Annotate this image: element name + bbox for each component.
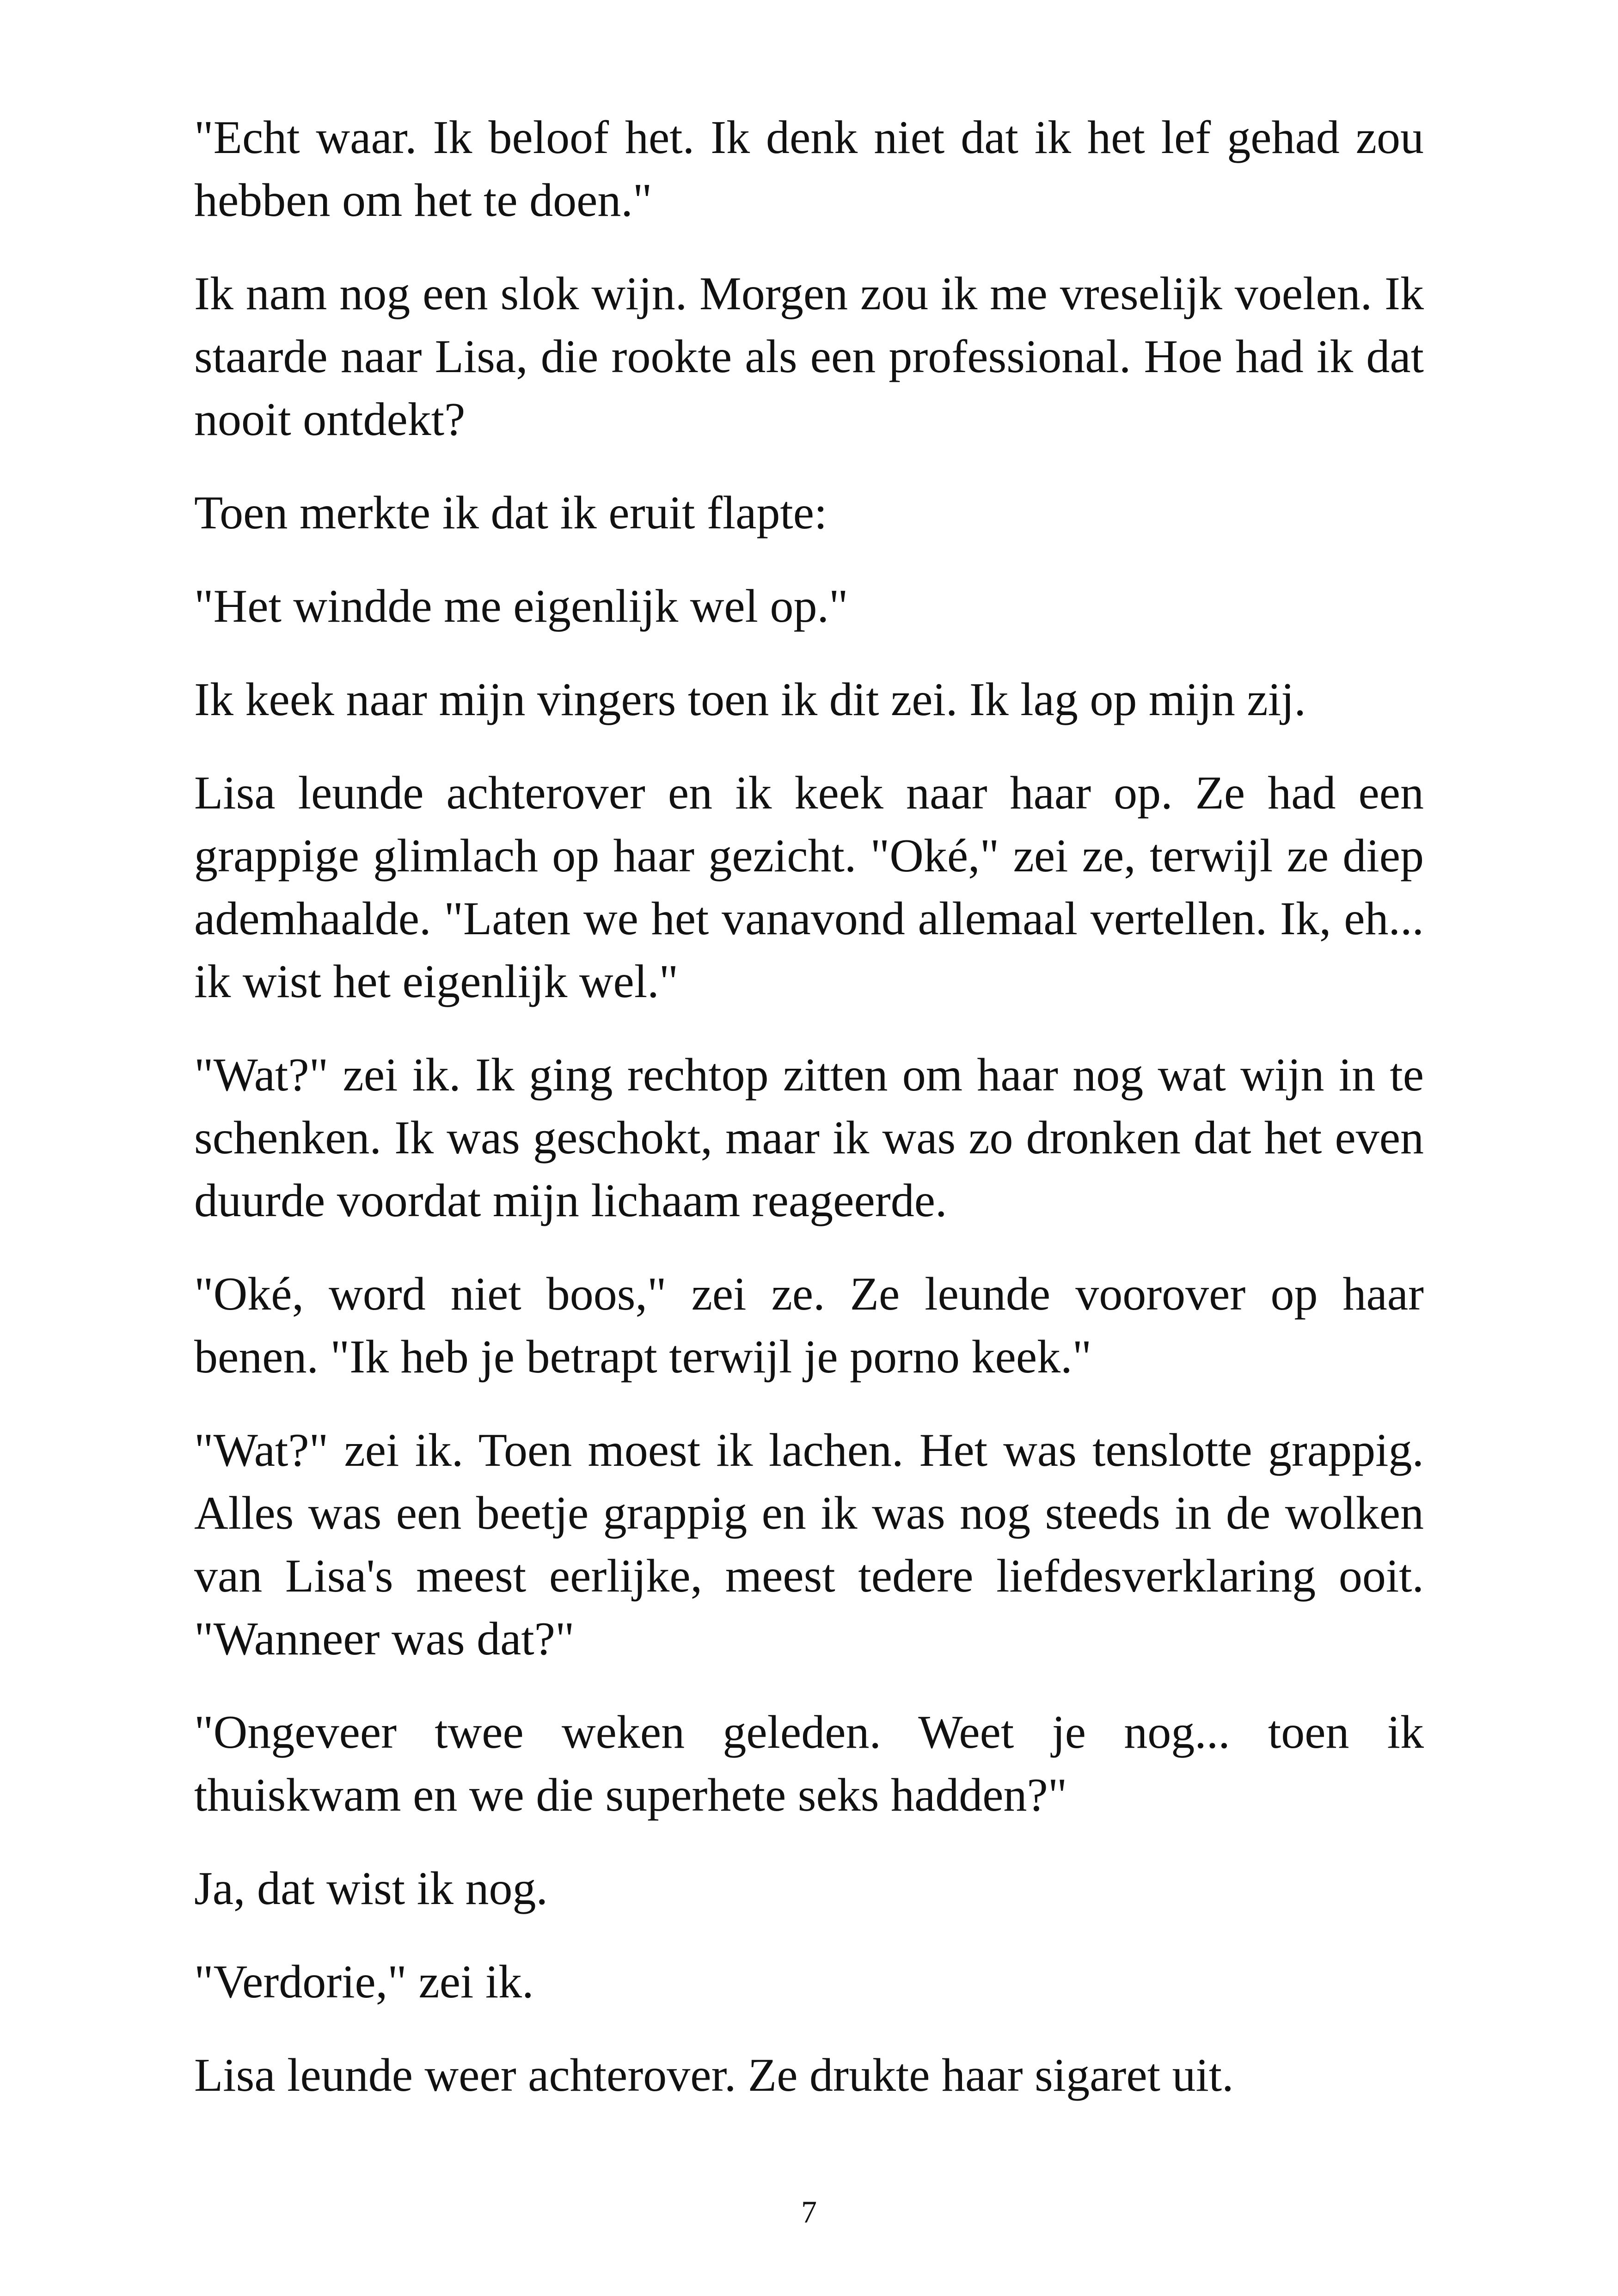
paragraph: "Ongeveer twee weken geleden. Weet je nog... toen ik thuiskwam en we die superhete seks hadden?" (194, 1706, 1424, 1821)
paragraph: "Oké, word niet boos," zei ze. Ze leunde voorover op haar benen. "Ik heb je betrapt terwijl je porno keek." (194, 1268, 1424, 1383)
paragraph: "Echt waar. Ik beloof het. Ik denk niet dat ik het lef gehad zou hebben om het te doen." (194, 111, 1424, 227)
page-number: 7 (801, 2194, 817, 2229)
paragraph: Ik nam nog een slok wijn. Morgen zou ik me vreselijk voelen. Ik staarde naar Lisa, die rookte als een professional. Hoe had ik dat nooit ontdekt? (194, 268, 1424, 446)
paragraph: Toen merkte ik dat ik eruit flapte: (194, 487, 827, 539)
paragraph: "Verdorie," zei ik. (194, 1956, 534, 2008)
paragraph: Ja, dat wist ik nog. (194, 1862, 548, 1915)
paragraph: Lisa leunde achterover en ik keek naar haar op. Ze had een grappige glimlach op haar gezicht. "Oké," zei ze, terwijl ze diep ademhaalde. "Laten we het vanavond allemaal vertellen. Ik, eh... ik wist het eigenlijk wel." (194, 767, 1424, 1008)
body-text (194, 106, 1424, 2137)
paragraph: "Wat?" zei ik. Ik ging rechtop zitten om haar nog wat wijn in te schenken. Ik was geschokt, maar ik was zo dronken dat het even duurde voordat mijn lichaam reageerde. (194, 1049, 1424, 1227)
paragraph: Ik keek naar mijn vingers toen ik dit zei. Ik lag op mijn zij. (194, 673, 1306, 726)
paragraph: "Wat?" zei ik. Toen moest ik lachen. Het was tenslotte grappig. Alles was een beetje grappig en ik was nog steeds in de wolken van Lisa's meest eerlijke, meest tedere liefdesverklaring ooit. "Wanneer was dat?" (194, 1424, 1424, 1665)
paragraph: "Het windde me eigenlijk wel op." (194, 580, 848, 632)
paragraph: Lisa leunde weer achterover. Ze drukte haar sigaret uit. (194, 2049, 1234, 2101)
